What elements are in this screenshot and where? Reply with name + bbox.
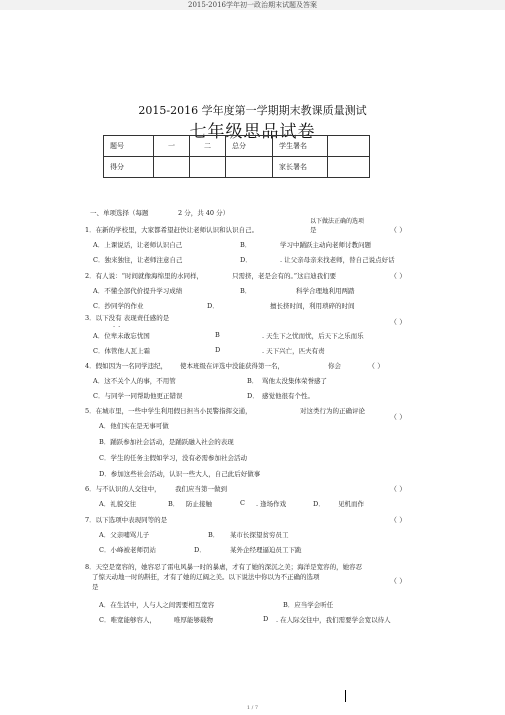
q1-stem: 1．在新的学校里，大家都希望赶快让老师认识和认识自己。 [85,226,259,234]
cell-score-total[interactable] [226,157,273,178]
q4-stem-cont: 使本班级在评选中没能获得第一名， [180,362,284,370]
cell-total: 总分 [226,136,273,157]
q3-option-c: C．体管他人瓦上霜 [93,347,150,355]
q4-option-c: C．与同学一同帮助他更正错误 [93,392,183,400]
subject-title: 七年级思品试卷 [189,122,316,142]
q7-option-c: C．小峰被老师罚站 [99,546,156,554]
q3-option-b-label: B [215,331,220,339]
page-number: 1 / 7 [246,705,259,711]
q5-option-c: C．学生的任务主假如学习，没有必需参加社会活动 [99,454,247,462]
cell-score-one[interactable] [154,157,190,178]
q8-option-c: C．唯宽能够容人， [99,616,156,624]
q3-emphasis-dots: .. [113,321,124,329]
q8-option-c-cont: 唯厚能够载物 [174,616,213,624]
q1-answer-bracket[interactable]: （ ） [390,226,407,234]
q7-option-d-label: D． [194,546,206,554]
q7-option-b: 某市长探望贫穷员工 [230,531,289,539]
q8-option-b: B．应当学会听任 [283,601,334,609]
q1-option-d: . 让父亲母亲来找老师，替自己说点好话 [280,256,395,264]
score-table [103,135,370,178]
q6-option-d-label: D． [313,500,325,508]
document-title-bar: 2015-2016学年初一政治期末试题及答案 [188,1,317,9]
q6-option-c: . 逢场作戏 [256,500,287,508]
q7-option-b-label: B． [208,531,220,539]
q4-option-b-label: B． [247,377,259,385]
q8-stem-line1: 8．天空是宽容的，她容忍了雷电风暴一时的暴虐，才有了她的深沉之美；海洋是宽容的，她容忍 [85,563,363,571]
q3-option-b: . 天生下之忧而忧，后天下之乐而乐 [262,332,364,340]
q4-option-d: 感觉他很有个性。 [262,392,314,400]
q1-option-b: 学习中踊跃主动向老师讨教问题 [280,241,371,249]
q2-option-b: 科学合理地利用两踏 [296,287,355,295]
q7-stem: 7．以下选项中表现同等的是 [85,516,168,524]
q6-option-b-label: B． [168,500,180,508]
q7-option-a: A．父亲哺骂儿子 [99,531,150,539]
cell-label-score: 得分 [104,157,154,178]
q1-option-d-label: D． [240,256,252,264]
q5-option-d: D．参加这些社会活动，认识一些大人，自己此后好做事 [99,470,261,478]
cell-score-two[interactable] [190,157,226,178]
q2-option-c: C．抄同学的作业 [93,302,144,310]
q2-option-d-label: D． [207,302,219,310]
q2-option-a: A．不懂全部代价提升学习成绩 [93,287,183,295]
q3-option-a: A．位卑未敢忘忧国 [93,332,150,340]
score-table-row [104,136,370,157]
q3-answer-bracket[interactable]: （ ） [390,318,407,326]
q6-option-a: A．礼貌交往 [99,500,137,508]
cell-parent-sign: 家长署名 [273,157,328,178]
q1-tail: 是 [310,226,317,234]
q4-answer-bracket[interactable]: （ ） [368,362,385,370]
q4-stem-end: 你会 [328,362,341,370]
score-table-row [104,157,370,178]
q6-stem-cont: 我们应当第一做到 [175,485,227,493]
q2-stem: 2．有人说：“时间就像海绵里的水同样， [85,272,203,280]
section-points: 2 分，共 40 分） [178,209,230,217]
cell-student-sign: 学生署名 [273,136,328,157]
q3-option-d-label: D [215,346,221,354]
q8-option-d: . 在人际交往中，我们需要学会宽以待人 [276,616,391,624]
cell-student-sign-value[interactable] [328,136,370,157]
q7-answer-bracket[interactable]: （ ） [390,516,407,524]
q4-option-b: 骂他太没集体荣誉感了 [262,377,327,385]
q5-option-b: B．踊跃参加社会活动，是踊跃融入社会的表现 [99,438,234,446]
q8-stem-line2: 了惊天动地一时的斟狂，才有了她的辽阔之美。以下说法中你以为不正确的选项 [92,573,320,581]
q4-option-a: A．这不关个人的事，不用管 [93,377,176,385]
q4-option-d-label: D． [247,392,259,400]
q8-option-a: A．在生活中，人与人之间需要相互宽容 [99,601,215,609]
q1-note: 以下做法正确的选项 [310,218,365,225]
q5-stem: 5．在城市里，一些中学生利用假日担当小民警指挥交通， [85,407,252,415]
margin-line [345,690,346,702]
q1-option-b-label: B． [240,241,252,249]
q6-option-c-label: C [240,499,245,507]
q3-stem: 3．以下没有 表现责任感的是 [85,314,170,322]
cell-part-one: 一 [154,136,190,157]
q6-stem: 6．与不认识的人交往中， [85,485,161,493]
q4-stem: 4．假如因为一名同学违纪， [85,362,168,370]
q5-answer-bracket[interactable]: （ ） [390,413,407,421]
q8-answer-bracket[interactable]: （ ） [390,577,407,585]
cell-label-question: 题号 [104,136,154,157]
q1-option-c: C．独来独往，让老师注意自己 [93,256,183,264]
q5-stem-cont: 对这类行为的正确评论 [300,407,365,415]
q2-option-b-label: B． [240,287,252,295]
q2-answer-bracket[interactable]: （ ） [390,272,407,280]
q6-option-d: 见机而作 [338,500,364,508]
section-heading: 一、单项选择（每题 [90,209,149,217]
q1-option-a: A．上课说话，让老师认识自己 [93,241,183,249]
q6-option-b: 防止接触 [186,500,212,508]
cell-parent-sign-value[interactable] [328,157,370,178]
q2-stem-cont: 只需挤，老是会有的。”这启迪我们要 [232,272,337,280]
q2-option-d: 擅长挤时间，利用琐碎的时间 [270,302,355,310]
cell-part-two: 二 [190,136,226,157]
q5-option-a: A．他们实在是无事可做 [99,422,169,430]
exam-title: 2015-2016 学年度第一学期期末教课质量测试 [138,104,367,117]
q8-stem-line3: 是 [92,583,99,591]
q3-option-d: . 天下兴亡，匹夫有责 [262,347,325,355]
q7-option-d: 某外企经理逼迫员工下跪 [230,546,302,554]
q8-option-d-label: D [263,615,269,623]
q6-answer-bracket[interactable]: （ ） [390,485,407,493]
